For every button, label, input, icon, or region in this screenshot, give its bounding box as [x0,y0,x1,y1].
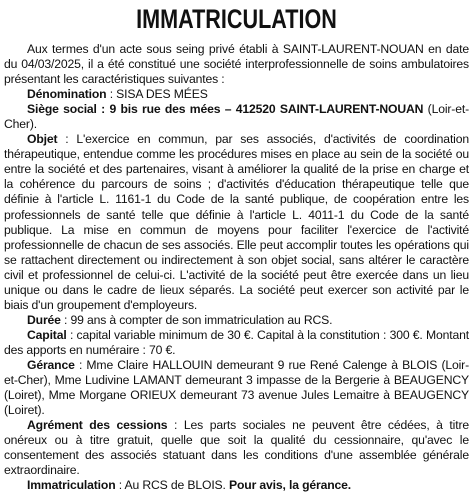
denomination-value: : SISA DES MÉES [106,87,208,102]
immatriculation-paragraph [4,478,469,493]
siege-label: Siège social [27,102,97,117]
objet-paragraph [4,132,469,313]
intro-paragraph: Aux termes d'un acte sous seing privé établi à SAINT-LAURENT-NOUAN en date du 04/03/2025, il a été constitué une société interprofessionnelle de soins ambulatoires présentant les caractéristiques suivantes : [4,42,469,87]
closing-signature: Pour avis, la gérance. [229,478,352,493]
siege-paragraph [4,102,469,132]
duree-label: Durée [27,312,61,327]
capital-label: Capital [27,327,67,342]
gerance-value: : Mme Claire HALLOUIN demeurant 9 rue René Calenge à BLOIS (Loir-et-Cher), Mme Ludivine LAMANT demeurant 3 impasse de la Bergerie à BEAUGENCY (Loiret), Mme Morgane ORIEUX demeurant 73 avenue Jules Lemaitre à BEAUGENCY (Loiret). [4,357,469,418]
agrement-value: : Les parts sociales ne peuvent être cédées, à titre onéreux ou à titre gratuit, quelle que soit la qualité du cessionnaire, qu'avec le consentement des associés statuant dans les conditions d'une assemblée générale extraordinaire. [4,418,469,478]
immatriculation-label: Immatriculation [27,478,116,493]
agrement-paragraph [4,418,469,478]
gerance-label: Gérance [27,357,75,372]
capital-value: : capital variable minimum de 30 €. Capital à la constitution : 300 €. Montant des apports en numéraire : 70 €. [4,327,469,357]
agrement-label: Agrément des cessions [27,418,168,433]
notice-body [4,42,469,493]
siege-region: (Loir-et-Cher). [4,102,469,132]
duree-value: : 99 ans à compter de son immatriculation au RCS. [60,312,333,327]
notice-title: IMMATRICULATION [136,4,337,34]
objet-value: : L'exercice en commun, par ses associés, d'activités de coordination thérapeutique, entendue comme les procédures mises en place au sein de la société ou entre la société et des partenaires, visant à améliorer la qualité de la prise en charge et la cohérence du parcours de soins ; d'activités d'éducation thérapeutique telle que définie à l'article L. 1161-1 du Code de la santé publique, de coopération entre les professionnels de santé telle que définie à l'article L. 4011-1 du Code de la santé publique. La mise en commun de moyens pour faciliter l'exercice de l'activité professionnelle de chacun de ses associés. Elle peut accomplir toutes les opérations qui se rattachent directement ou indirectement à son objet social, sans altérer le caractère civil et professionnel de celui-ci. L'activité de la société peut être exercée dans un lieu unique ou dans le cadre de lieux séparés. La société peut exercer son activité par le biais d'un groupement d'employeurs. [4,132,469,312]
denomination-paragraph [4,87,469,102]
siege-address: : 9 bis rue des mées – 412520 SAINT-LAURENT-NOUAN [96,102,424,117]
immatriculation-value: : Au RCS de BLOIS. [115,478,230,493]
gerance-paragraph [4,358,469,418]
denomination-label: Dénomination [27,87,107,102]
capital-paragraph [4,328,469,358]
duree-paragraph [4,313,469,328]
objet-label: Objet [27,132,58,147]
